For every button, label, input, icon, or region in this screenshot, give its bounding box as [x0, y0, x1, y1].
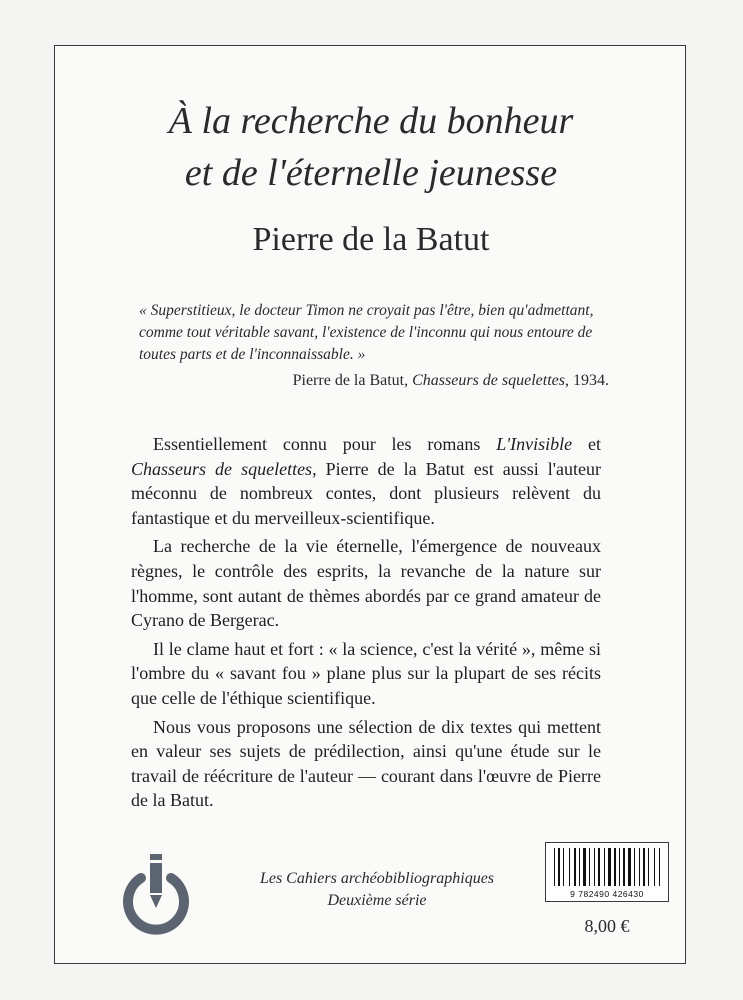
barcode-bar-18 [643, 848, 645, 886]
barcode-digits: 9 782490 426430 [570, 889, 644, 899]
barcode-bar-17 [639, 848, 640, 886]
barcode-bar-8 [594, 848, 595, 886]
barcode-bars [554, 848, 662, 886]
series-name-line-1: Les Cahiers archéobibliographiques [259, 870, 495, 887]
price: 8,00 € [584, 916, 630, 936]
blurb-paragraph-3: Il le clame haut et fort : « la science, c'est la vérité », même si l'ombre du « savant fou » plane plus sur la plupart de ses récits que celle de l'éthique scientifique. [131, 638, 601, 708]
barcode-bar-12 [614, 848, 616, 886]
epigraph-source [293, 372, 609, 390]
series-name-line-2: Deuxième série [327, 892, 427, 909]
series-name [237, 868, 517, 912]
barcode-bar-3 [569, 848, 570, 886]
pencil-power-icon [119, 846, 193, 942]
blurb [131, 432, 601, 817]
epigraph-source-year: , 1934. [565, 372, 609, 389]
barcode-bar-21 [659, 848, 660, 886]
barcode-bar-19 [648, 848, 649, 886]
barcode-bar-7 [589, 848, 590, 886]
barcode-bar-14 [623, 848, 625, 886]
blurb-paragraph-4: Nous vous proposons une sélection de dix textes qui mettent en valeur ses sujets de prédilection, ainsi qu'une étude sur le travail de réécriture de l'auteur — courant dans l'œuvre de Pierre de la Batut. [131, 716, 601, 811]
barcode-bar-5 [579, 848, 580, 886]
barcode-bar-6 [583, 848, 586, 886]
blurb-p1-title-2: Chasseurs de squelettes [131, 458, 313, 479]
barcode-bar-15 [628, 848, 631, 886]
blurb-paragraph-2: La recherche de la vie éternelle, l'émergence de nouveaux règnes, le contrôle des esprits, la revanche de la nature sur l'homme, sont autant de thèmes abordés par ce grand amateur de Cyrano de Bergerac. [131, 536, 601, 631]
barcode-bar-2 [563, 848, 564, 886]
author-name: Pierre de la Batut [252, 221, 490, 258]
blurb-p1-text-a: Essentiellement connu pour les romans [153, 434, 497, 454]
epigraph-source-author: Pierre de la Batut, [292, 372, 413, 389]
blurb-p1-title-1: L'Invisible [496, 434, 573, 454]
barcode-bar-9 [598, 848, 600, 886]
isbn-barcode [545, 842, 669, 902]
book-title-line-2: et de l'éternelle jeunesse [184, 152, 558, 194]
barcode-bar-10 [604, 848, 605, 886]
barcode-bar-16 [634, 848, 635, 886]
blurb-p1-text-b: et [572, 434, 602, 454]
barcode-bar-1 [558, 848, 560, 886]
barcode-bar-13 [619, 848, 620, 886]
blurb-paragraph-1 [131, 432, 601, 530]
cover-frame [54, 45, 686, 964]
barcode-bar-11 [608, 848, 611, 886]
blurb-p1-text-c: , Pierre de la Batut est aussi l'auteur méconnu de nombreux contes, dont plusieurs relèvent du fantastique et du merveilleux-scientifique. [131, 458, 601, 528]
barcode-bar-0 [554, 848, 555, 886]
epigraph-source-title: Chasseurs de squelettes [412, 372, 565, 389]
barcode-bar-4 [574, 848, 576, 886]
book-title-line-1: À la recherche du bonheur [168, 100, 574, 142]
barcode-bar-20 [654, 848, 655, 886]
epigraph-quote: « Superstitieux, le docteur Timon ne croyait pas l'être, bien qu'admettant, comme tout véritable savant, l'existence de l'inconnu qui nous entoure de toutes parts et de l'inconnaissable. » [139, 302, 594, 363]
